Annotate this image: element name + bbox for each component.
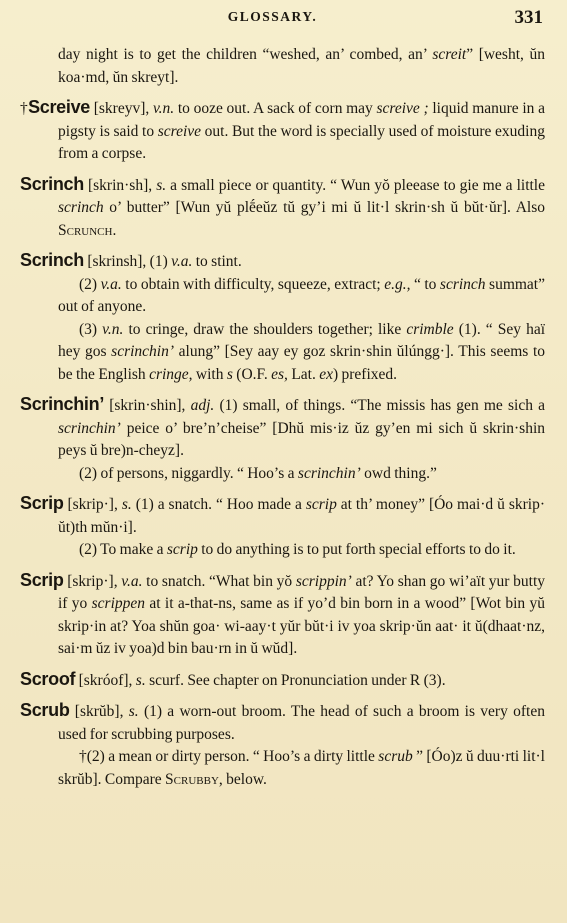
headword: Screive — [28, 97, 91, 117]
part-of-speech: s. — [121, 496, 132, 513]
entry-scrinch-noun: Scrinch [skrin·sh], s. a small piece or quantity. “ Wun yŏ pleease to gie me a little scrinch o’ butter” [Wun yŭ plḗeŭz tŭ gy’i mi ŭ lit·l skrin·sh ŭ bŭt·ŭr]. Also Scrunch. — [20, 173, 545, 239]
part-of-speech: v.n. — [152, 100, 175, 117]
entry-scrinch-verb: Scrinch [skrinsh], (1) v.a. to stint. — [20, 250, 242, 270]
cross-reference: Scrubby, — [165, 770, 223, 788]
entry-scroof: Scroof [skróof], s. scurf. See chapter on Pronunciation under R (3). — [20, 668, 446, 689]
part-of-speech: s. — [135, 671, 146, 689]
sense-2: †(2) a mean or dirty person. “ Hoo’s a dirty little scrub ” [Óo)z ŭ duu·rti lit·l skrŭb]. Compare Scrubby, below. — [58, 748, 545, 788]
sense-3: (3) v.n. to cringe, draw the shoulders together; like crimble (1). “ Sey haï hey gos scrinchin’ alung” [Sey aay ey goz skrin·shin ŭlúngg·]. This seems to be the English cringe, with s (O.F. es, Lat. ex) prefixed. — [58, 320, 546, 383]
headword: Scrub — [20, 700, 70, 720]
glossary-content — [20, 44, 545, 791]
entry-scrip-verb: Scrip [skrip·], v.a. to snatch. “What bin yŏ scrippin’ at? Yo shan go wi’aït yur butty if yo scrippen at it a-that-ns, same as if yo’d bin born in a wood” [Wot bin yŭ skrip·in at? Yoa shŭn goa· wi-aay·t yŭr bŭt·i iv yoa skrip·ŭn aat· it ŭ(dhaat·nz, sai·m ŭz iv yoa)d bin bau·rn in ŭ wŭd]. — [20, 569, 545, 657]
obsolete-mark: † — [20, 100, 29, 117]
page-number: 331 — [514, 7, 543, 28]
headword: Scrip — [20, 493, 64, 513]
part-of-speech: v.a. — [171, 253, 193, 270]
headword: Scroof — [20, 668, 76, 689]
entry-scrinchin: Scrinchin’ [skrin·shin], adj. (1) small, of things. “The missis has gen me sich a scrinchin’ peice o’ bre’n’cheise” [Dhŭ mis·iz ŭz gy’en mi sich ŭ skrin·shin peys ŭ bre)n-cheyz]. — [20, 394, 546, 459]
entry-scrub: Scrub [skrŭb], s. (1) a worn-out broom. The head of such a broom is very often used for scrubbing purposes. — [20, 700, 545, 743]
headword: Scrinchin’ — [20, 394, 105, 414]
cross-reference: Scrunch. — [58, 221, 117, 239]
sense-2: (2) of persons, niggardly. “ Hoo’s a scrinchin’ owd thing.” — [79, 464, 437, 482]
sense-2: (2) To make a scrip to do anything is to put forth special efforts to do it. — [79, 541, 516, 558]
part-of-speech: adj. — [190, 397, 215, 414]
headword: Scrinch — [20, 250, 84, 270]
sense-2: (2) v.a. to obtain with difficulty, squeeze, extract; e.g., “ to scrinch summat” out of anyone. — [58, 275, 545, 315]
headword: Scrip — [20, 569, 64, 590]
entry-continuation: day night is to get the children “weshed, an’ combed, an’ screit” [wesht, ŭn koa·md, ŭn skreyt]. — [58, 46, 545, 86]
part-of-speech: s. — [156, 176, 167, 194]
running-head: GLOSSARY. — [227, 9, 318, 24]
page-header — [0, 9, 545, 33]
part-of-speech: s. — [128, 703, 139, 720]
part-of-speech: v.a. — [121, 572, 143, 590]
entry-scrip-noun: Scrip [skrip·], s. (1) a snatch. “ Hoo made a scrip at th’ money” [Óo mai·d ŭ skrip· ŭt)th mŭn·i]. — [20, 493, 545, 536]
entry-screive: †Screive [skreyv], v.n. to ooze out. A sack of corn may screive ; liquid manure in a pigsty is said to screive out. But the word is specially used of moisture exuding from a corpse. — [20, 97, 545, 162]
headword: Scrinch — [20, 173, 84, 194]
